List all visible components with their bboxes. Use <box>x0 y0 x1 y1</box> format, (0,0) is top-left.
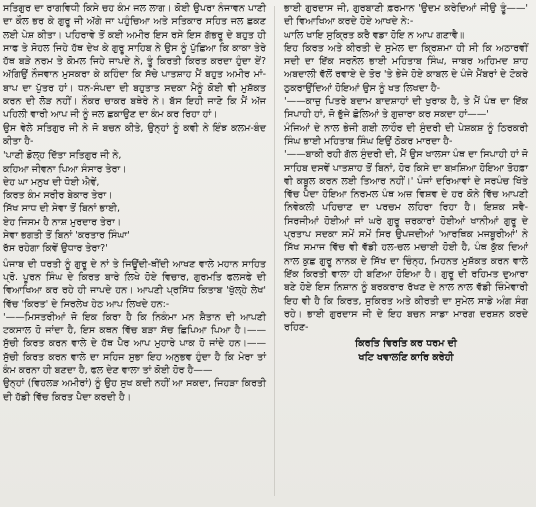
couplet-line: ਖਟਿ ਖਵਾਲਣਿ ਕਾਰਿ ਕਰੇਹੀ <box>358 351 454 363</box>
closing-couplet <box>284 337 528 364</box>
paragraph: ਇਹ ਕਿਰਤ ਅਤੇ ਕੀਰਤੀ ਦੇ ਸੁਮੇਲ ਦਾ ਕ੍ਰਿਸ਼ਮਾ ਹੀ ਸੀ ਕਿ ਅਠਾਰਵੀਂ ਸਦੀ ਦਾ ਇੱਕ ਸਰਨੋਲ ਭਾਈ ਮਹਿਤਾਬ ਸਿੰਘ, ਜਾਬਰ ਅਹਿਮਦ ਸ਼ਾਹ ਅਬਦਾਲੀ ਵੱਲੋਂ ਰਵਾਏ ਦੇ ਤੋਰ 'ਤੇ ਭੇਜੇ ਹੋਏ ਕਾਬਲ ਦੇ ਪੰਜੇ ਮੈਂਬਰਾਂ ਦੇ ਟੋਕਰੇ ਠੁਕਰਾਉਂਦਿਆਂ ਹੋਇਆਂ ਉਸ ਨੂੰ ਖਤ ਲਿਖਦਾ ਹੈ- <box>284 42 528 94</box>
paragraph: ਭਾਈ ਗੁਰਦਾਸ ਜੀ, ਗੁਰਬਾਣੀ ਫ਼ਰਮਾਨ 'ਉਦਮ ਕਰੇਦਿਆਂ ਜੀਉ ਤੂੰ——' ਦੀ ਵਿਆਖਿਆ ਕਰਦੇ ਹੋਏ ਆਖਦੇ ਨੇ:- <box>284 3 528 28</box>
gurbani-line: ਘਾਲਿ ਖਾਇ ਸੁਕ੍ਰਿਤ ਕਰੈ ਵਡਾ ਹੋਇ ਨ ਆਪ ਗਣਾਵੈ॥ <box>284 29 465 41</box>
paragraph: ਮੰਜਿਆਂ ਦੇ ਨਾਲ ਭੇਜੀ ਗਈ ਲਾਹੌਰ ਦੀ ਸੁੰਦਰੀ ਦੀ ਪੇਸ਼ਕਸ਼ ਨੂੰ ਠਿਰਕਰੀ ਸਿੰਘ ਭਾਈ ਮਹਿਤਾਬ ਸਿੰਘ ਇਉਂ ਠੋਕਰ ਮਾਰਦਾ ਹੈ- <box>284 122 528 147</box>
verse-line: ਕਿਰਤ ਕੰਮ ਸਰੀਰ ਬੇਕਾਰ ਤੇਰਾ। <box>3 190 113 202</box>
verse-line: ਰੱਸ ਰਹੇਗਾ ਕਿਵੇਂ ਉਧਾਰ ਤੇਰਾ?' <box>3 243 108 255</box>
verse-line: 'ਪਾਣੀ ਡੋਲ੍ਹ ਦਿੱਤਾ ਸਤਿਗੁਰ ਜੀ ਨੇ, <box>3 150 122 162</box>
poem-verse <box>3 149 266 255</box>
verse-line: ਕਹਿਆ ਜੀਵਨਾ ਪਿਆ ਸੰਸਾਰ ਤੇਰਾ। <box>3 163 127 175</box>
paragraph: ਉਨ੍ਹਾਂ (ਵਿਹਲੜ ਅਮੀਰਾਂ) ਨੂੰ ਉਹ ਸੁਖ ਕਦੀ ਨਹੀਂ ਆ ਸਕਦਾ, ਜਿਹੜਾ ਕਿਰਤੀ ਦੀ ਹੱਡੀ ਵਿੱਚ ਕਿਰਤ ਪੈਦਾ ਕਰਦੀ ਹੈ। <box>3 378 266 403</box>
verse-line: ਏਹ ਜਿਸਮ ਹੈ ਨਾਸ਼ ਮੁਰਦਾਰ ਤੇਰਾ। <box>3 216 122 228</box>
couplet-line: ਕਿਰਤਿ ਵਿਰਤਿ ਕਰ ਧਰਮ ਦੀ <box>355 338 457 350</box>
quote-paragraph: '——ਕਾਜ਼ੁ ਪਿਤਰੇ ਬਦਾਮ ਬਾਦਸ਼ਾਹਾਂ ਦੀ ਖੁਰਾਕ ਹੈ, ਤੇ ਮੈਂ ਪੰਥ ਦਾ ਇੱਕ ਸਿਪਾਹੀ ਹਾਂ, ਜੋ ਭੁੱਜੇ ਛੋਲਿਆਂ ਤੇ ਗੁਜ਼ਾਰਾ ਕਰ ਸਕਦਾ ਹਾਂ——' <box>284 96 528 121</box>
column-divider <box>274 6 275 496</box>
paragraph: ਪੰਜਾਬ ਦੀ ਧਰਤੀ ਨੂੰ ਗੁਰੂ ਦੇ ਨਾਂ ਤੇ ਜਿਊਂਦੀ-ਥੀਂਦੀ ਆਖਣ ਵਾਲੇ ਮਹਾਨ ਸਾਹਿਤ ਪ੍ਰੋ. ਪੂਰਨ ਸਿੰਘ ਦੇ ਕਿਰਤ ਬਾਰੇ ਲਿਖੇ ਹੋਏ ਵਿਚਾਰ, ਗੁਰਮਤਿ ਫਲਸਫੇ ਦੀ ਵਿਆਖਿਆ ਕਰ ਰਹੇ ਹੀ ਜਾਪਦੇ ਹਨ। ਆਪਣੀ ਪ੍ਰਸਿੱਧ ਕਿਤਾਬ 'ਖੁੱਲ੍ਹੇ ਲੇਖ' ਵਿੱਚ 'ਕਿਰਤ' ਦੇ ਸਿਰਲੇਖ ਹੇਠ ਆਪ ਲਿਖਦੇ ਹਨ:- <box>3 258 266 310</box>
left-column <box>3 2 266 404</box>
right-column <box>284 2 528 364</box>
verse-line: ਸਿੱਖ ਸਾਧ ਦੀ ਸੇਵਾ ਤੋਂ ਬਿਨਾਂ ਭਾਈ, <box>3 203 120 215</box>
quote-paragraph: '——ਮਿਸਤਰੀਆਂ ਜੋ ਇਕ ਕਿਰਾ ਹੈ ਕਿ ਨਿਕੰਮਾ ਮਨ ਸ਼ੈਤਾਨ ਦੀ ਆਪਣੀ ਟਕਸਾਲ ਹੋ ਜਾਂਦਾ ਹੈ, ਇਸ ਕਥਨ ਵਿੱਚ ਬੜਾ ਸੱਚ ਛਿਪਿਆ ਪਿਆ ਹੈ।——ਸੁੱਚੀ ਕਿਰਤ ਕਰਨ ਵਾਲੇ ਦੇ ਹੱਥ ਪੈਰ ਆਪ ਮੁਹਾਰੇ ਪਾਕ ਹੋ ਜਾਂਦੇ ਹਨ।——ਸੁੱਚੀ ਕਿਰਤ ਕਰਨ ਵਾਲੇ ਦਾ ਸਹਿਜ ਸੁਭਾ ਇਹ ਅਨੁਭਵ ਹੁੰਦਾ ਹੈ ਕਿ ਮੇਰਾ ਤਾਂ ਕੰਮ ਕਰਨਾ ਹੀ ਬਣਦਾ ਹੈ, ਫਲ ਦੇਣ ਵਾਲਾ ਤਾਂ ਕੋਈ ਹੋਰ ਹੈ—— <box>3 311 266 377</box>
paragraph: ਉਸ ਵੇਲੇ ਸਤਿਗੁਰ ਜੀ ਨੇ ਜੋ ਬਚਨ ਕੀਤੇ, ਉਨ੍ਹਾਂ ਨੂੰ ਕਵੀ ਨੇ ਇੰਝ ਕਲਮ-ਬੰਦ ਕੀਤਾ ਹੈ- <box>3 122 266 147</box>
paragraph: ਸਤਿਗੁਰ ਦਾ ਰਾਗਵਿਧੀ ਕਿਸੇ ਚਹ ਕੰਮ ਜਲ ਲਾਗ। ਕੋਈ ਉਪਰਾ ਨੰਜਾਵਨ ਪਾਣੀ ਦਾ ਕੌਲ ਭਰ ਕੇ ਗੁਰੂ ਜੀ ਅੱਗੇ ਜਾ ਪਹੁੰਚਿਆ ਅਤੇ ਸਤਿਕਾਰ ਸਹਿਤ ਜਲ ਛਕਣ ਲਈ ਪੇਸ਼ ਕੀਤਾ। ਪਹਿਰਾਵੇ ਤੋਂ ਕਈ ਅਮੀਰ ਇਸ ਰਸੇ ਇਸ ਗੱਭਰੂ ਦੇ ਬਹੁਤ ਹੀ ਸਾਫ ਤੇ ਸੋਹਲ ਜਿਹੇ ਹੱਥ ਦੇਖ ਕੇ ਗੁਰੂ ਸਾਹਿਬ ਨੇ ਉਸ ਨੂੰ ਪੁੱਛਿਆ ਕਿ ਕਾਕਾ ਤੇਰੇ ਹੱਥ ਬੜੇ ਨਰਮ ਤੇ ਕੋਮਲ ਜਿਹੇ ਜਾਪਦੇ ਨੇ, ਤੂੰ ਕਿਰਤੀ ਕਿਰਤ ਕਰਦਾ ਹੁੰਦਾ ਏਂ? ਅੱਗਿਉਂ ਨੌਜਵਾਨ ਮੁਸਕਰਾ ਕੇ ਕਹਿੰਦਾ ਕਿ ਸੱਚੇ ਪਾਤਸ਼ਾਹ ਮੈਂ ਬਹੁਤ ਅਮੀਰ ਮਾਂ-ਬਾਪ ਦਾ ਪੁੱਤਰ ਹਾਂ। ਧਨ-ਸੰਪਦਾ ਦੀ ਬਹੁਤਾਤ ਸਦਕਾ ਮੈਨੂੰ ਕੋਈ ਵੀ ਮੁਸ਼ੱਕਤ ਕਰਨ ਦੀ ਲੋੜ ਨਹੀਂ। ਨੌਕਰ ਚਾਕਰ ਬਥੇਰੇ ਨੇ। ਬੱਸ ਇਹੀ ਜਾਣੋ ਕਿ ਮੈਂ ਅੱਜ ਪਹਿਲੀ ਵਾਰੀ ਆਪ ਜੀ ਨੂੰ ਜਲ ਛਕਾਉਣ ਦਾ ਕੰਮ ਕਰ ਰਿਹਾ ਹਾਂ। <box>3 3 266 121</box>
quote-paragraph: '——ਬਾਕੀ ਰਹੀ ਗੱਲ ਸੁੰਦਰੀ ਦੀ, ਮੈਂ ਉਸ ਖਾਲਸਾ ਪੰਥ ਦਾ ਸਿਪਾਹੀ ਹਾਂ ਜੋ ਸਾਹਿਬ ਦਸਵੇਂ ਪਾਤਸ਼ਾਹ ਤੋਂ ਬਿਨਾਂ, ਹੋਰ ਕਿਸੇ ਦਾ ਬਖ਼ਸ਼ਿਆ ਹੋਇਆ ਤੋਹਫ਼ਾ ਵੀ ਕਬੂਲ ਕਰਨ ਲਈ ਤਿਆਰ ਨਹੀਂ।' ਪੰਜਾਂ ਦਰਿਆਵਾਂ ਦੇ ਸਰਪੰਚ ਖਿੱਤੇ ਵਿੱਚ ਪੈਦਾ ਹੋਇਆ ਨਿਰਮਲ ਪੰਥ ਅਜ਼ ਵਿਸ਼ਵ ਦੇ ਹਰ ਕੋਨੇ ਵਿੱਚ ਆਪਣੀ ਨਿਵੇਕਲੀ ਪਹਿਚਾਣ ਦਾ ਪਰਚਮ ਲਹਿਰਾ ਰਿਹਾ ਹੈ। ਇਸ਼ਕ ਸਵੈ-ਸਿਰਜੀਆਂ ਹੋਈਆਂ ਜਾਂ ਘਰੇ ਗੁਰੂ ਜ਼ਰਕਾਰਾਂ ਹੋਈਆਂ ਖਾਨੀਆਂ ਗੁਰੂ ਦੇ ਪ੍ਰਤਾਪ ਸਦਕਾ ਸਮੇਂ ਸਮੇਂ ਸਿਰ ਉਪਜਦੀਆਂ 'ਆਰਥਿਕ ਮਜਬੂਰੀਆਂ' ਨੇ ਸਿੱਖ ਸਮਾਜ ਵਿੱਚ ਵੀ ਵੱਡੀ ਹਲ-ਚਲ ਮਚਾਈ ਹੋਈ ਹੈ, ਪੰਥ ਕੁੱਕ ਦਿਆਂ ਨਾਲ ਕੁਛ ਗੁਰੂ ਨਾਨਕ ਦੇ ਸਿੱਖ ਦਾ ਚਿੰਨ੍ਹ, ਮਿਹਨਤ ਮੁਸ਼ੱਕਤ ਕਰਨ ਵਾਲੇ ਇੱਕ ਕਿਰਤੀ ਵਾਲਾ ਹੀ ਬਣਿਆ ਹੋਇਆ ਹੈ। ਗੁਰੂ ਦੀ ਰਹਿਮਤ ਦੁਆਰਾ ਬਣੇ ਹੋਏ ਇਸ ਨਿਸ਼ਾਨ ਨੂੰ ਬਰਕਰਾਰ ਰੱਖਣ ਦੇ ਨਾਲ ਨਾਲ ਵੱਡੀ ਜ਼ਿੰਮੇਵਾਰੀ ਇਹ ਵੀ ਹੈ ਕਿ ਕਿਰਤ, ਸੁਕਿਰਤ ਅਤੇ ਕੀਰਤੀ ਦਾ ਸੁਮੇਲ ਸਾਡੇ ਅੰਗ ਸੰਗ ਰਹੇ। ਭਾਈ ਗੁਰਦਾਸ ਜੀ ਦੇ ਇਹ ਬਚਨ ਸਾਡਾ ਮਾਰਗ ਦਰਸ਼ਨ ਕਰਦੇ ਰਹਿਣ- <box>284 149 528 334</box>
verse-line: ਸੇਵਾ ਭਗਤੀ ਤੋਂ ਬਿਨਾਂ 'ਕਰਤਾਰ ਸਿੰਘਾ' <box>3 230 130 242</box>
verse-line: ਦੇਹ ਘਾ ਮਨੁਖ ਦੀ ਧੋਈ ਐਵੇਂ, <box>3 176 100 188</box>
